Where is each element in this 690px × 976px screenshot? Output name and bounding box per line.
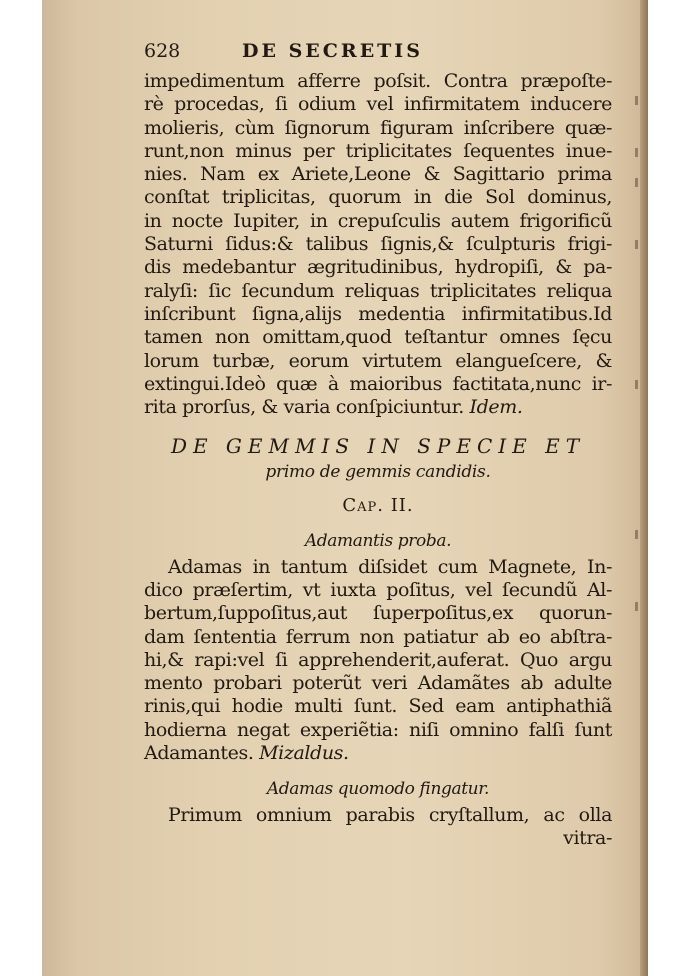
page-text	[144, 40, 622, 850]
paragraph-2	[144, 556, 622, 766]
text-line-last	[144, 396, 612, 419]
text-line: conſtat triplicitas, quorum in die Sol dominus,	[144, 186, 612, 209]
text-line: extingui.Ideò quæ à maioribus factitata,nunc ir-	[144, 372, 612, 395]
running-head: DE SECRETIS	[242, 40, 423, 62]
page-gutter	[640, 0, 648, 976]
text-line: hodierna negat experiẽtia: niſi omnino falſi ſunt	[144, 718, 612, 741]
text-line: mento probari poterũt veri Adamãtes ab adulte	[144, 672, 612, 695]
paragraph-1	[144, 70, 622, 419]
text-line: dico præſertim, vt iuxta poſitus, vel ſecundũ Al-	[144, 578, 612, 601]
text-line: inſcribunt ſigna,alijs medentia infirmitatibus.Id	[144, 302, 612, 325]
text-line-last	[144, 742, 612, 765]
text-line: ralyſi: ſic ſecundum reliquas triplicitates reliqua	[144, 279, 612, 302]
text-line: rinis,qui hodie multi ſunt. Sed eam antiphathiã	[144, 695, 612, 718]
text-line: rè procedas, ſi odium vel infirmitatem inducere	[144, 93, 612, 116]
page-number: 628	[144, 40, 181, 62]
text-line: in nocte Iupiter, in crepuſculis autem frigorificũ	[144, 209, 612, 232]
source-citation: Mizaldus.	[259, 742, 349, 765]
text-line: bertum,ſuppoſitus,aut ſuperpoſitus,ex quorun-	[144, 602, 612, 625]
section-title: DE GEMMIS IN SPECIE ET	[170, 434, 586, 459]
text-line: Saturni ſidus:& talibus ſignis,& ſculpturis frigi-	[144, 233, 612, 256]
text-line: Primum omnium parabis cryſtallum, ac olla	[168, 803, 612, 826]
section-subtitle: primo de gemmis candidis.	[265, 461, 491, 482]
page-header	[144, 40, 622, 70]
chapter-heading: Cap. II.	[342, 495, 414, 517]
text-line: rita prorſus, & varia conſpiciuntur.	[144, 396, 464, 419]
item-title-adamas-quomodo: Adamas quomodo fingatur.	[266, 779, 490, 800]
text-line: tamen non omittam,quod teſtantur omnes ſęcu	[144, 326, 612, 349]
text-line: hi,& rapi:vel ſi apprehenderit,auferat. Quo argu	[144, 648, 612, 671]
text-line: dis medebantur ægritudinibus, hydropiſi, & pa-	[144, 256, 612, 279]
text-line: nies. Nam ex Ariete,Leone & Sagittario prima	[144, 163, 612, 186]
margin-marks	[628, 0, 638, 976]
text-line: Adamantes.	[144, 742, 254, 765]
text-line: Adamas in tantum diſsidet cum Magnete, In-	[168, 555, 612, 578]
catchword: vitra-	[563, 826, 612, 849]
source-citation: Idem.	[469, 396, 523, 419]
text-line: molieris, cùm ſignorum figuram inſcribere quæ-	[144, 116, 612, 139]
text-line: runt,non minus per triplicitates ſequentes inue-	[144, 139, 612, 162]
item-title-adamantis-proba: Adamantis proba.	[304, 531, 452, 552]
text-line: impedimentum afferre poſsit. Contra præpoſte-	[144, 70, 612, 92]
text-line: dam ſententia ferrum non patiatur ab eo abſtra-	[144, 625, 612, 648]
text-line: lorum turbæ, eorum virtutem elangueſcere, &	[144, 349, 612, 372]
